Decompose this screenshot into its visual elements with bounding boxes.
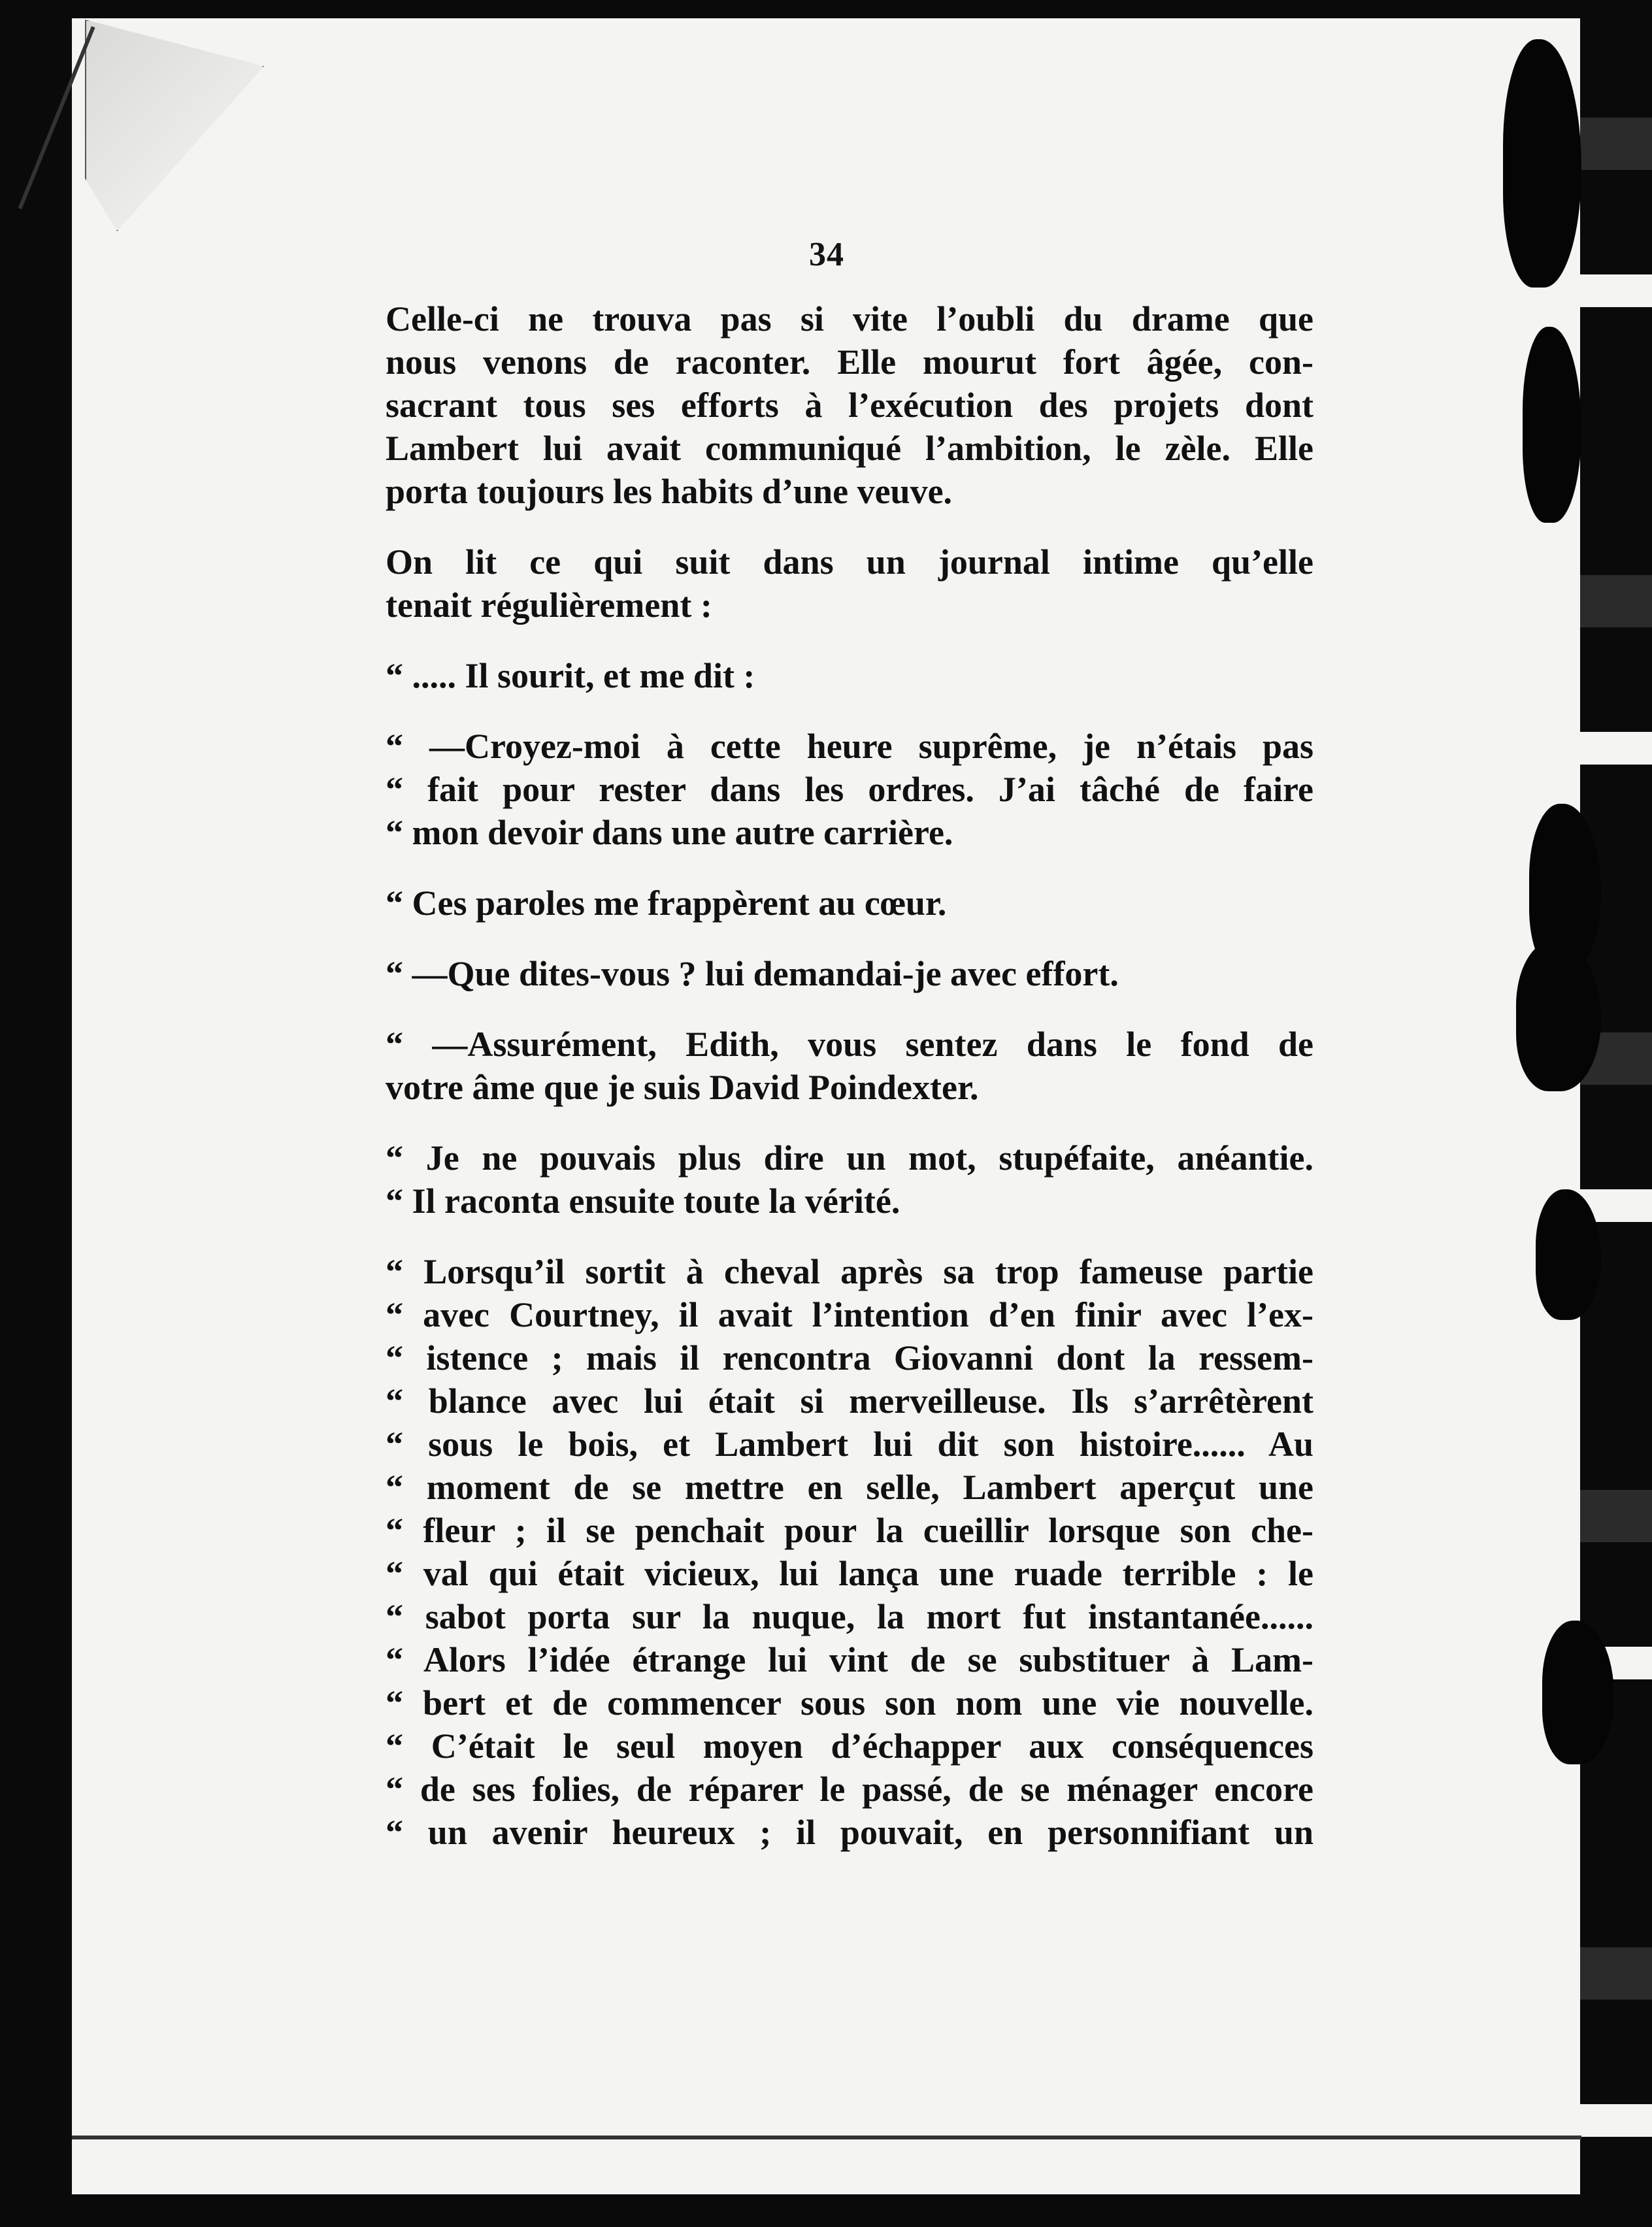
text-line: “ bert et de commencer sous son nom une vie nouvelle. [386,1683,1313,1723]
text-line: “ Lorsqu’il sortit à cheval après sa trop fameuse partie [386,1252,1313,1291]
text-line: porta toujours les habits d’une veuve. [386,472,953,511]
text-line: sacrant tous ses efforts à l’exécution des projets dont [386,386,1313,425]
text-line: “ Il raconta ensuite toute la vérité. [386,1181,900,1221]
paragraph [386,725,1313,854]
paragraph [386,297,1313,513]
page-bottom-edge [72,2136,1581,2139]
text-line: “ un avenir heureux ; il pouvait, en personnifiant un [386,1813,1313,1852]
torn-right-edge [1580,0,1652,2227]
text-line: “ val qui était vicieux, lui lança une ruade terrible : le [386,1554,1313,1593]
body-text [386,297,1313,1881]
text-line: “ sous le bois, et Lambert lui dit son histoire...... Au [386,1425,1313,1464]
text-line: nous venons de raconter. Elle mourut fort âgée, con- [386,342,1313,382]
paragraph [386,654,1313,697]
text-line: Celle-ci ne trouva pas si vite l’oubli du drame que [386,299,1313,338]
paragraph [386,1023,1313,1109]
text-line: “ —Croyez-moi à cette heure suprême, je n’étais pas [386,727,1313,766]
text-line: “ Alors l’idée étrange lui vint de se substituer à Lam- [386,1640,1313,1679]
text-line: “ —Assurément, Edith, vous sentez dans le fond de [386,1025,1313,1064]
text-line: “ Ces paroles me frappèrent au cœur. [386,883,947,923]
text-line: “ Je ne pouvais plus dire un mot, stupéfaite, anéantie. [386,1138,1313,1178]
text-line: “ fait pour rester dans les ordres. J’ai tâché de faire [386,770,1313,809]
paragraph [386,952,1313,995]
text-line: “ mon devoir dans une autre carrière. [386,813,953,852]
text-line: Lambert lui avait communiqué l’ambition, le zèle. Elle [386,429,1313,468]
paragraph [386,1250,1313,1854]
text-line: “ sabot porta sur la nuque, la mort fut instantanée...... [386,1597,1313,1636]
text-line: On lit ce qui suit dans un journal intime qu’elle [386,542,1313,582]
text-line: “ moment de se mettre en selle, Lambert aperçut une [386,1468,1313,1507]
text-line: “ blance avec lui était si merveilleuse. Ils s’arrêtèrent [386,1381,1313,1421]
text-line: “ de ses folies, de réparer le passé, de se ménager encore [386,1770,1313,1809]
text-line: “ ..... Il sourit, et me dit : [386,656,755,695]
text-line: “ avec Courtney, il avait l’intention d’en finir avec l’ex- [386,1295,1313,1334]
text-line: “ istence ; mais il rencontra Giovanni dont la ressem- [386,1338,1313,1377]
text-line: “ —Que dites-vous ? lui demandai-je avec effort. [386,954,1119,993]
text-line: tenait régulièrement : [386,586,712,625]
paragraph [386,1136,1313,1223]
text-line: “ fleur ; il se penchait pour la cueillir lorsque son che- [386,1511,1313,1550]
text-line: votre âme que je suis David Poindexter. [386,1068,979,1107]
paragraph [386,540,1313,627]
text-line: “ C’était le seul moyen d’échapper aux conséquences [386,1726,1313,1766]
paragraph [386,882,1313,925]
page-number: 34 [809,236,844,273]
